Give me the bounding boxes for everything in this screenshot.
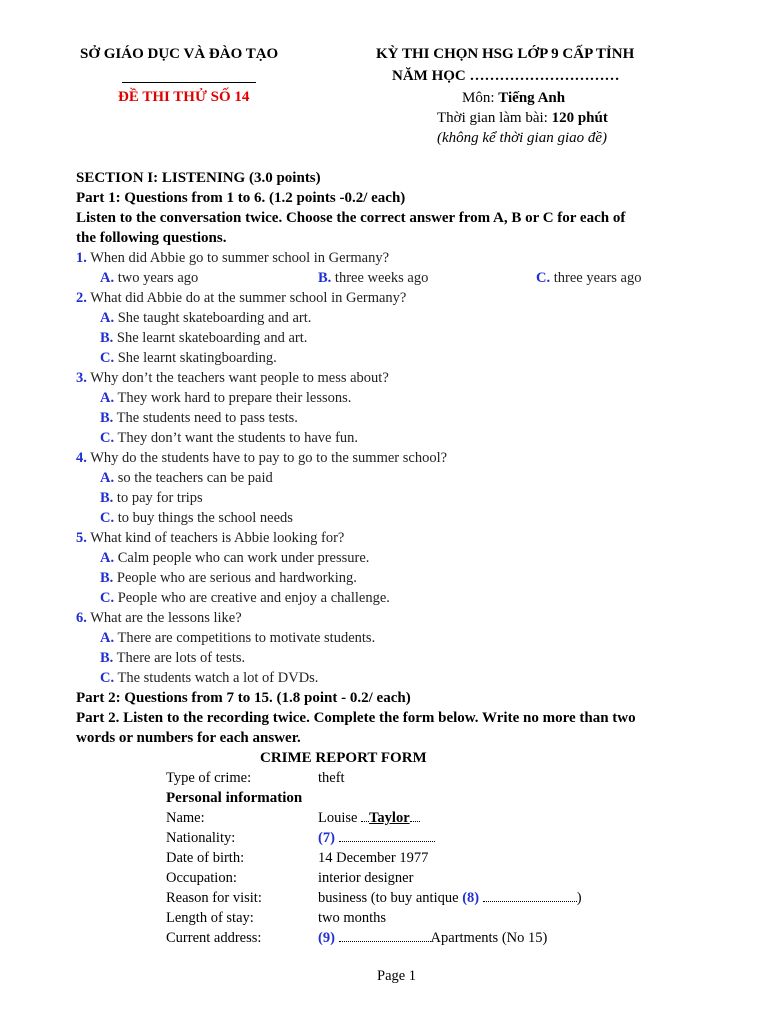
occupation-value: interior designer <box>318 870 414 886</box>
form-title: CRIME REPORT FORM <box>260 750 427 766</box>
q5-option-a: A. Calm people who can work under pressure. <box>100 550 370 566</box>
name-last: Taylor <box>369 810 410 826</box>
time-value: 120 phút <box>551 110 608 126</box>
q6-option-c: C. The students watch a lot of DVDs. <box>100 670 319 686</box>
dob-value: 14 December 1977 <box>318 850 429 866</box>
q7-number: (7) <box>318 830 335 846</box>
nationality-answer <box>318 828 435 848</box>
q2-option-a: A. She taught skateboarding and art. <box>100 310 312 326</box>
part1-instruction-2: the following questions. <box>76 230 227 246</box>
q7-blank[interactable] <box>339 828 435 842</box>
length-label: Length of stay: <box>166 910 254 926</box>
header-test-title: ĐỀ THI THỬ SỐ 14 <box>118 89 250 105</box>
q3-option-b: B. The students need to pass tests. <box>100 410 298 426</box>
subject-label: Môn: <box>462 90 499 106</box>
question-3: 3. Why don’t the teachers want people to mess about? <box>76 370 389 386</box>
occupation-label: Occupation: <box>166 870 237 886</box>
question-4: 4. Why do the students have to pay to go to the summer school? <box>76 450 448 466</box>
name-value <box>318 808 420 828</box>
type-label: Type of crime: <box>166 770 252 786</box>
reason-value: business (to buy antique <box>318 890 463 906</box>
part2-instruction-2: words or numbers for each answer. <box>76 730 301 746</box>
question-5: 5. What kind of teachers is Abbie looking for? <box>76 530 345 546</box>
dob-label: Date of birth: <box>166 850 245 866</box>
address-label: Current address: <box>166 930 262 946</box>
header-exam: KỲ THI CHỌN HSG LỚP 9 CẤP TỈNH <box>376 46 635 62</box>
address-answer <box>318 928 547 948</box>
reason-label: Reason for visit: <box>166 890 262 906</box>
reason-answer <box>318 888 582 908</box>
q2-option-c: C. She learnt skatingboarding. <box>100 350 277 366</box>
question-2: 2. What did Abbie do at the summer school in Germany? <box>76 290 407 306</box>
section-title: SECTION I: LISTENING (3.0 points) <box>76 170 321 186</box>
page-number: Page 1 <box>377 968 417 984</box>
q8-blank[interactable] <box>483 888 577 902</box>
q3-option-c: C. They don’t want the students to have fun. <box>100 430 359 446</box>
q1-option-a: A. two years ago <box>100 270 199 286</box>
question-6: 6. What are the lessons like? <box>76 610 242 626</box>
q4-option-a: A. so the teachers can be paid <box>100 470 273 486</box>
q5-option-b: B. People who are serious and hardworking. <box>100 570 357 586</box>
part2-instruction-1: Part 2. Listen to the recording twice. Complete the form below. Write no more than two <box>76 710 636 726</box>
q1-option-b: B. three weeks ago <box>318 270 429 286</box>
part1-title: Part 1: Questions from 1 to 6. (1.2 points -0.2/ each) <box>76 190 406 206</box>
q9-blank[interactable] <box>339 928 431 942</box>
header-org: SỞ GIÁO DỤC VÀ ĐÀO TẠO <box>80 46 279 62</box>
subject-value: Tiếng Anh <box>498 90 566 106</box>
part1-instruction-1: Listen to the conversation twice. Choose the correct answer from A, B or C for each of <box>76 210 626 226</box>
address-value: Apartments (No 15) <box>430 930 548 946</box>
q9-number: (9) <box>318 930 335 946</box>
name-underline-right <box>410 808 420 822</box>
q4-option-c: C. to buy things the school needs <box>100 510 293 526</box>
name-label: Name: <box>166 810 205 826</box>
q6-option-b: B. There are lots of tests. <box>100 650 246 666</box>
q6-option-a: A. There are competitions to motivate students. <box>100 630 376 646</box>
name-underline-left <box>361 808 369 822</box>
time-label: Thời gian làm bài: <box>437 110 552 126</box>
part2-title: Part 2: Questions from 7 to 15. (1.8 point - 0.2/ each) <box>76 690 411 706</box>
length-value: two months <box>318 910 387 926</box>
q5-option-c: C. People who are creative and enjoy a challenge. <box>100 590 390 606</box>
personal-heading: Personal information <box>166 790 303 806</box>
nationality-label: Nationality: <box>166 830 236 846</box>
question-1: 1. When did Abbie go to summer school in Germany? <box>76 250 390 266</box>
q2-option-b: B. She learnt skateboarding and art. <box>100 330 308 346</box>
header-subject <box>462 88 565 108</box>
header-underline <box>122 82 256 83</box>
q1-option-c: C. three years ago <box>536 270 642 286</box>
header-time-note: (không kể thời gian giao đề) <box>437 130 608 146</box>
name-first: Louise <box>318 810 362 826</box>
reason-close: ) <box>576 890 582 906</box>
q4-option-b: B. to pay for trips <box>100 490 203 506</box>
type-value: theft <box>318 770 345 786</box>
header-year: NĂM HỌC ………………………… <box>392 68 620 84</box>
q3-option-a: A. They work hard to prepare their lessons. <box>100 390 352 406</box>
q8-number: (8) <box>462 890 480 906</box>
header-time <box>437 108 608 128</box>
